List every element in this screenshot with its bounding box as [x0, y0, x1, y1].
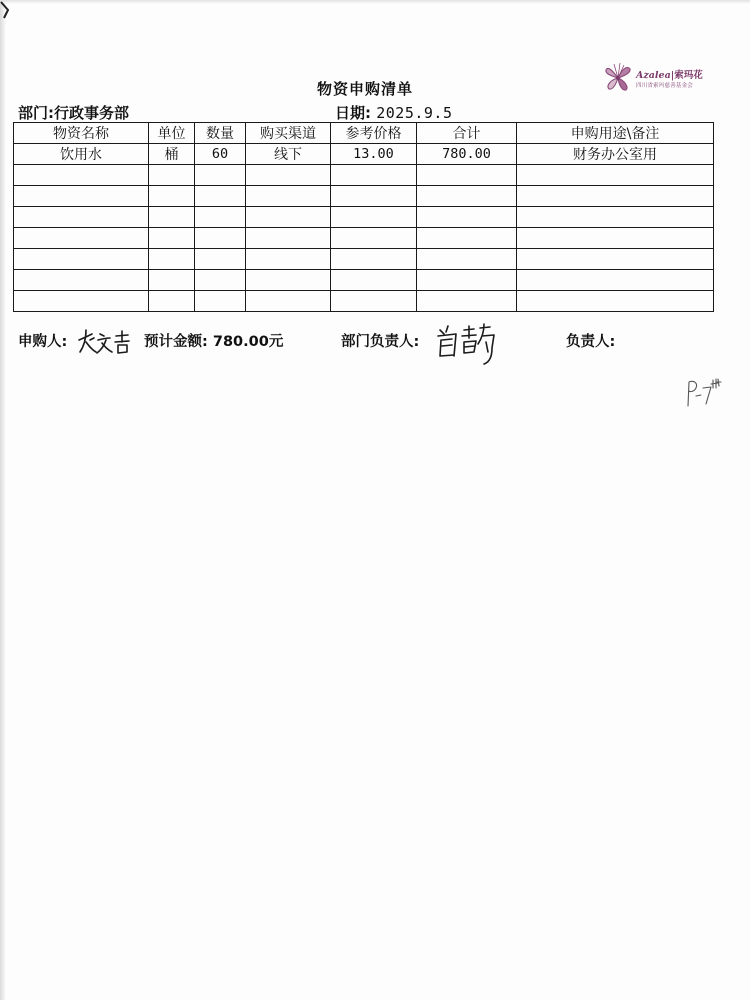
header-ref-price: 参考价格: [331, 123, 417, 144]
cell-purpose-note: [517, 270, 714, 291]
cell-purpose-note: [517, 165, 714, 186]
header-item-name: 物资名称: [14, 123, 149, 144]
cell-unit: [149, 249, 195, 270]
estimated-amount-line: [144, 330, 283, 351]
cell-item-name: [14, 186, 149, 207]
date-value: 2025.9.5: [376, 104, 453, 122]
document-title: 物资申购清单: [316, 80, 413, 98]
cell-quantity: [195, 228, 246, 249]
cell-item-name: [14, 249, 149, 270]
dept-head-signature: [434, 322, 498, 366]
cell-quantity: 60: [195, 144, 246, 165]
logo-subtitle: 四川省索玛慈善基金会: [636, 83, 694, 89]
staple-mark: [0, 0, 14, 20]
cell-total: [417, 291, 517, 312]
cell-channel: [246, 186, 331, 207]
cell-unit: [149, 186, 195, 207]
cell-item-name: [14, 207, 149, 228]
cell-total: [417, 228, 517, 249]
cell-ref-price: [331, 228, 417, 249]
purchase-table: [13, 122, 714, 312]
header-unit: 单位: [149, 123, 195, 144]
cell-total: [417, 249, 517, 270]
applicant-label: 申购人:: [18, 334, 68, 350]
cell-unit: [149, 291, 195, 312]
estimated-amount-value: 780.00元: [212, 334, 284, 350]
responsible-person-label: 负责人:: [566, 334, 616, 350]
cell-unit: [149, 207, 195, 228]
cell-channel: [246, 249, 331, 270]
table-row: [14, 291, 714, 312]
table-row: [14, 228, 714, 249]
cell-quantity: [195, 165, 246, 186]
cell-item-name: [14, 270, 149, 291]
cell-purpose-note: [517, 249, 714, 270]
cell-purpose-note: [517, 228, 714, 249]
table-row: [14, 186, 714, 207]
cell-channel: [246, 291, 331, 312]
cell-quantity: [195, 249, 246, 270]
logo-brand-name: Azalea|索玛花: [636, 70, 703, 81]
cell-quantity: [195, 270, 246, 291]
azalea-flower-icon: [600, 60, 636, 96]
table-row: [14, 144, 714, 165]
table-row: [14, 270, 714, 291]
dept-head-label: 部门负责人:: [341, 334, 420, 350]
cell-quantity: [195, 291, 246, 312]
department-label: 部门:: [18, 104, 54, 122]
cell-channel: 线下: [246, 144, 331, 165]
cell-total: [417, 270, 517, 291]
foundation-logo: [600, 60, 710, 96]
header-quantity: 数量: [195, 123, 246, 144]
department-value: 行政事务部: [54, 104, 130, 122]
scan-edge-top: [0, 0, 750, 4]
cell-quantity: [195, 207, 246, 228]
table-header-row: [14, 123, 714, 144]
cell-unit: 桶: [149, 144, 195, 165]
cell-unit: [149, 165, 195, 186]
date-label: 日期:: [335, 104, 371, 122]
cell-purpose-note: [517, 291, 714, 312]
header-purpose-note: 申购用途\备注: [517, 123, 714, 144]
cell-item-name: [14, 291, 149, 312]
handwritten-page-note: [684, 376, 724, 408]
cell-unit: [149, 228, 195, 249]
cell-ref-price: [331, 165, 417, 186]
cell-purpose-note: 财务办公室用: [517, 144, 714, 165]
cell-ref-price: [331, 291, 417, 312]
date-line: [335, 102, 452, 123]
cell-item-name: [14, 165, 149, 186]
table-row: [14, 165, 714, 186]
cell-ref-price: [331, 270, 417, 291]
cell-ref-price: 13.00: [331, 144, 417, 165]
department-line: [18, 102, 129, 123]
cell-purpose-note: [517, 186, 714, 207]
cell-total: 780.00: [417, 144, 517, 165]
cell-item-name: [14, 228, 149, 249]
header-total: 合计: [417, 123, 517, 144]
cell-channel: [246, 228, 331, 249]
cell-quantity: [195, 186, 246, 207]
cell-unit: [149, 270, 195, 291]
header-channel: 购买渠道: [246, 123, 331, 144]
cell-ref-price: [331, 186, 417, 207]
scan-edge-left: [0, 0, 6, 1000]
cell-total: [417, 207, 517, 228]
cell-total: [417, 165, 517, 186]
cell-item-name: 饮用水: [14, 144, 149, 165]
cell-ref-price: [331, 207, 417, 228]
cell-channel: [246, 165, 331, 186]
cell-ref-price: [331, 249, 417, 270]
cell-total: [417, 186, 517, 207]
applicant-signature: [76, 326, 132, 356]
estimated-amount-label: 预计金额:: [144, 334, 208, 350]
table-row: [14, 249, 714, 270]
table-row: [14, 207, 714, 228]
cell-purpose-note: [517, 207, 714, 228]
cell-channel: [246, 207, 331, 228]
cell-channel: [246, 270, 331, 291]
